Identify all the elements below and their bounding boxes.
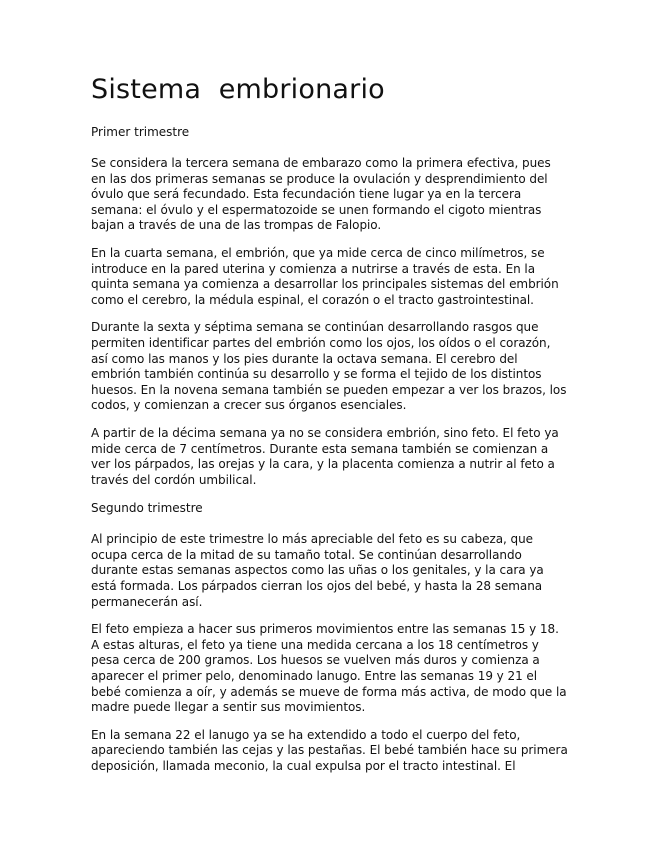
document-title: Sistema embrionario [91, 74, 385, 105]
document-page [91, 72, 569, 787]
paragraph: Al principio de este trimestre lo más apreciable del feto es su cabeza, que ocupa cerca de la mitad de su tamaño total. Se continúan desarrollando durante estas semanas aspectos como las uñas o los genitales, y la cara ya está formada. Los párpados cierran los ojos del bebé, y hasta la 28 semana permanecerán así. [91, 532, 544, 609]
paragraph: Se considera la tercera semana de embarazo como la primera efectiva, pues en las dos primeras semanas se produce la ovulación y desprendimiento del óvulo que será fecundado. Esta fecundación tiene lugar ya en la tercera semana: el óvulo y el espermatozoide se unen formando el cigoto mientras bajan a través de una de las trompas de Falopio. [91, 156, 551, 233]
paragraph: El feto empieza a hacer sus primeros movimientos entre las semanas 15 y 18. A estas alturas, el feto ya tiene una medida cercana a los 18 centímetros y pesa cerca de 200 gramos. Los huesos se vuelven más duros y comienza a aparecer el primer pelo, denominado lanugo. Entre las semanas 19 y 21 el bebé comienza a oír, y además se mueve de forma más activa, de modo que la madre puede llegar a sentir sus movimientos. [91, 622, 567, 715]
paragraph: A partir de la décima semana ya no se considera embrión, sino feto. El feto ya mide cerca de 7 centímetros. Durante esta semana también se comienzan a ver los párpados, las orejas y la cara, y la placenta comienza a nutrir al feto a través del cordón umbilical. [91, 425, 559, 487]
paragraph: En la semana 22 el lanugo ya se ha extendido a todo el cuerpo del feto, apareciendo también las cejas y las pestañas. El bebé también hace su primera deposición, llamada meconio, la cual expulsa por el tracto intestinal. El [91, 727, 568, 773]
paragraph: En la cuarta semana, el embrión, que ya mide cerca de cinco milímetros, se introduce en la pared uterina y comienza a nutrirse a través de esta. En la quinta semana ya comienza a desarrollar los principales sistemas del embrión como el cerebro, la médula espinal, el corazón o el tracto gastrointestinal. [91, 245, 559, 307]
section-heading-primer-trimestre: Primer trimestre [91, 125, 190, 139]
paragraph: Durante la sexta y séptima semana se continúan desarrollando rasgos que permiten identificar partes del embrión como los ojos, los oídos o el corazón, así como las manos y los pies durante la octava semana. El cerebro del embrión también continúa su desarrollo y se forma el tejido de los distintos huesos. En la novena semana también se pueden empezar a ver los brazos, los codos, y comienzan a crecer sus órganos esenciales. [91, 320, 567, 413]
section-heading-segundo-trimestre: Segundo trimestre [91, 501, 203, 516]
